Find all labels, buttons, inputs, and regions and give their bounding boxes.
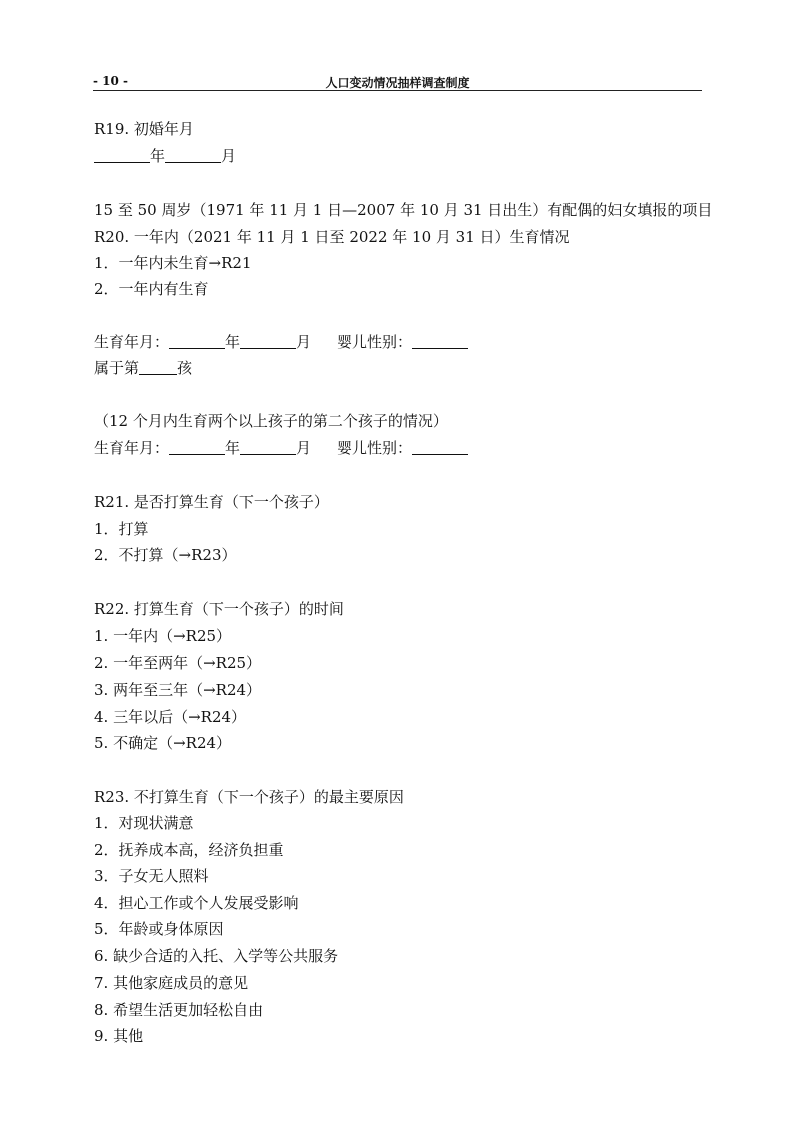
r22-option-2: 2. 一年至两年（→R25） <box>94 654 262 672</box>
birth-month-blank-2[interactable] <box>240 439 296 455</box>
r19-month-blank[interactable] <box>165 147 221 163</box>
birth-order-blank[interactable] <box>139 359 177 375</box>
baby-sex-label: 婴儿性别： <box>337 333 413 351</box>
page-number: - 10 - <box>93 74 129 88</box>
section-note: 15 至 50 周岁（1971 年 11 月 1 日—2007 年 10 月 31 日出生）有配偶的妇女填报的项目 <box>94 201 713 219</box>
header-rule <box>93 90 702 91</box>
r23-option-5: 5．年龄或身体原因 <box>94 920 224 938</box>
birth-month-label-2: 月 <box>296 439 312 457</box>
r20-title: R20. 一年内（2021 年 11 月 1 日至 2022 年 10 月 31 日）生育情况 <box>94 228 570 246</box>
second-child-note: （12 个月内生育两个以上孩子的第二个孩子的情况） <box>94 412 448 430</box>
r20-birth-order-line <box>94 359 192 377</box>
r20-option-2: 2．一年内有生育 <box>94 280 209 298</box>
birth-year-blank-2[interactable] <box>169 439 225 455</box>
r19-title: R19. 初婚年月 <box>94 120 194 138</box>
birth-month-label: 月 <box>296 333 312 351</box>
birth-year-blank[interactable] <box>169 333 225 349</box>
baby-sex-label-2: 婴儿性别： <box>337 439 413 457</box>
birth-year-label: 年 <box>225 333 241 351</box>
r21-option-2: 2．不打算（→R23） <box>94 546 237 564</box>
r23-option-1: 1．对现状满意 <box>94 814 194 832</box>
r19-month-label: 月 <box>221 147 237 165</box>
r23-title: R23. 不打算生育（下一个孩子）的最主要原因 <box>94 788 404 806</box>
baby-sex-blank[interactable] <box>412 333 468 349</box>
r19-year-label: 年 <box>150 147 166 165</box>
r21-option-1: 1．打算 <box>94 520 149 538</box>
page-header <box>93 74 702 90</box>
r23-option-7: 7. 其他家庭成员的意见 <box>94 974 249 992</box>
birth-year-label-2: 年 <box>225 439 241 457</box>
r19-year-blank[interactable] <box>94 147 150 163</box>
r22-option-3: 3. 两年至三年（→R24） <box>94 681 262 699</box>
baby-sex-blank-2[interactable] <box>412 439 468 455</box>
r20-birth-line-2 <box>94 439 468 457</box>
r23-option-3: 3．子女无人照料 <box>94 867 209 885</box>
r23-option-6: 6. 缺少合适的入托、入学等公共服务 <box>94 947 339 965</box>
r22-title: R22. 打算生育（下一个孩子）的时间 <box>94 600 344 618</box>
r23-option-8: 8. 希望生活更加轻松自由 <box>94 1001 264 1019</box>
header-title: 人口变动情况抽样调查制度 <box>325 76 470 90</box>
r20-option-1: 1．一年内未生育→R21 <box>94 254 252 272</box>
r22-option-4: 4. 三年以后（→R24） <box>94 708 247 726</box>
birth-date-label: 生育年月： <box>94 333 170 351</box>
r22-option-1: 1. 一年内（→R25） <box>94 627 232 645</box>
r21-title: R21. 是否打算生育（下一个孩子） <box>94 493 329 511</box>
r23-option-9: 9. 其他 <box>94 1027 144 1045</box>
birth-date-label-2: 生育年月： <box>94 439 170 457</box>
r19-answer-line <box>94 147 236 165</box>
birth-order-suffix: 孩 <box>177 359 193 377</box>
r23-option-4: 4．担心工作或个人发展受影响 <box>94 894 299 912</box>
r20-birth-line-1 <box>94 333 468 351</box>
birth-order-prefix: 属于第 <box>94 359 140 377</box>
birth-month-blank[interactable] <box>240 333 296 349</box>
r22-option-5: 5. 不确定（→R24） <box>94 734 232 752</box>
r23-option-2: 2．抚养成本高，经济负担重 <box>94 841 284 859</box>
